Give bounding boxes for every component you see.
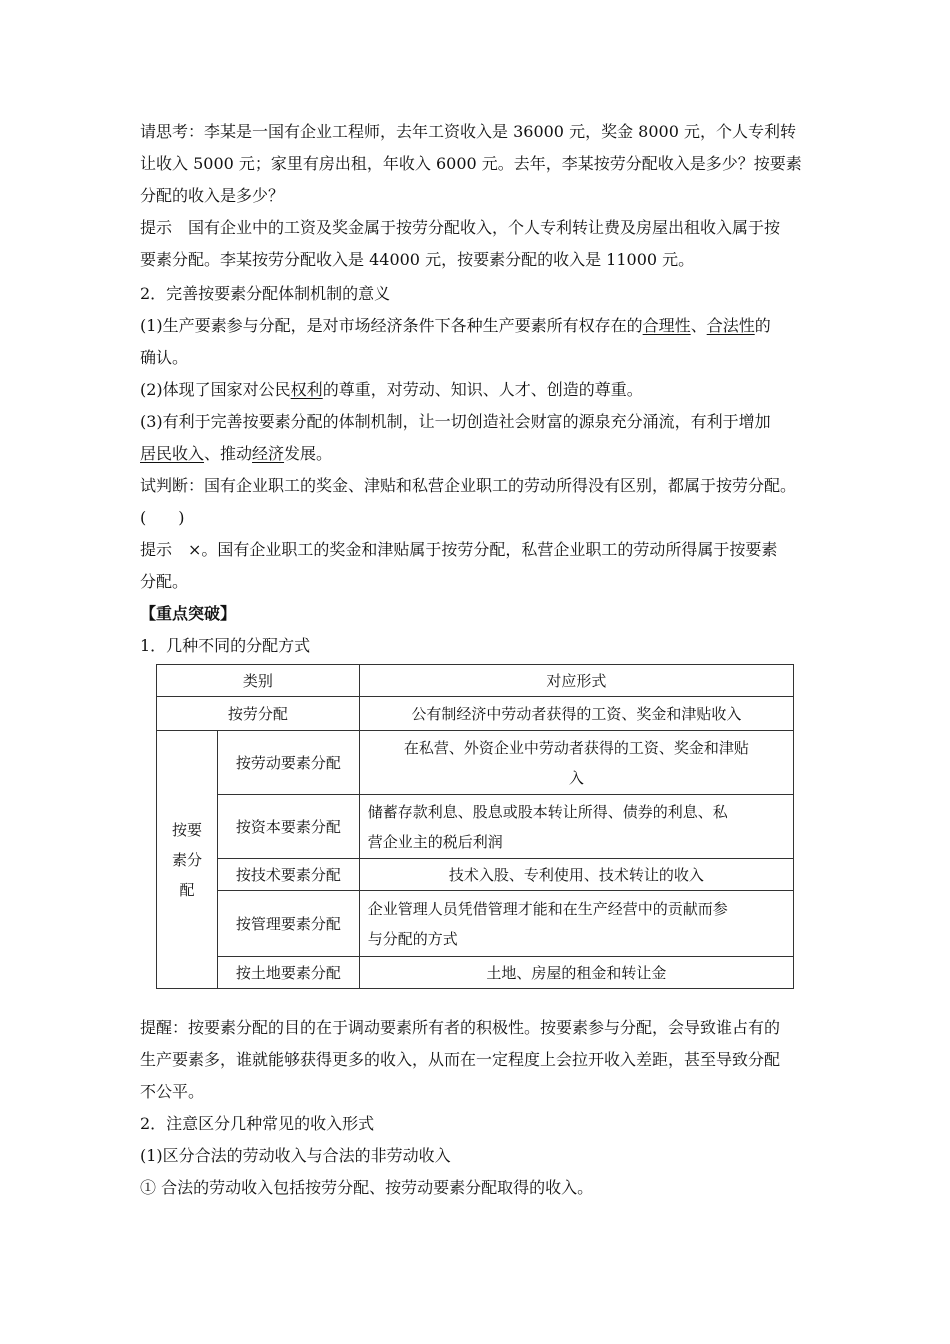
form-line: 储蓄存款利息、股息或股本转让所得、债券的利息、私 (367, 802, 728, 821)
hint-line-1: 提示 国有企业中的工资及奖金属于按劳分配收入，个人专利转让费及房屋出租收入属于按 (140, 218, 781, 237)
point-1-text: (1)生产要素参与分配，是对市场经济条件下各种生产要素所有权存在的 (140, 316, 643, 335)
subsection-2-title: 2．注意区分几种常见的收入形式 (140, 1114, 375, 1133)
header-type: 类别 (157, 665, 360, 697)
table-row (157, 859, 794, 891)
judge-hint-line-1: 提示 ×。国有企业职工的奖金和津贴属于按劳分配，私营企业职工的劳动所得属于按要素 (140, 540, 778, 559)
form-line: 营企业主的税后利润 (367, 832, 503, 851)
point-3-line-1: (3)有利于完善按要素分配的体制机制，让一切创造社会财富的源泉充分涌流，有利于增加 (140, 412, 771, 431)
factor-label-part: 配 (179, 880, 195, 899)
judge-blank: ( ) (140, 508, 185, 527)
table-header-row (157, 665, 794, 697)
factor-label-part: 素分 (171, 850, 202, 869)
underlined-term: 权利 (290, 380, 323, 399)
row-form: 技术入股、专利使用、技术转让的收入 (359, 859, 793, 891)
row-type: 按管理要素分配 (217, 891, 359, 957)
point-2-text: (2)体现了国家对公民 (140, 380, 291, 399)
row-form: 土地、房屋的租金和转让金 (359, 957, 793, 989)
underlined-term: 合法性 (706, 316, 755, 335)
row-type: 按资本要素分配 (217, 795, 359, 859)
row-form (359, 891, 793, 957)
factor-distribution-label (157, 731, 218, 989)
reminder-line-1: 提醒：按要素分配的目的在于调动要素所有者的积极性。按要素参与分配，会导致谁占有的 (140, 1018, 781, 1037)
header-form: 对应形式 (359, 665, 793, 697)
point-1-line-1 (140, 310, 820, 342)
row-type: 按技术要素分配 (217, 859, 359, 891)
row-form (359, 795, 793, 859)
table-row (157, 891, 794, 957)
subsection-2-item-1: (1)区分合法的劳动收入与合法的非劳动收入 (140, 1146, 451, 1165)
point-2-line (140, 374, 820, 406)
form-line: 与分配的方式 (367, 929, 458, 948)
point-3-tail: 发展。 (284, 444, 333, 463)
row-type: 按土地要素分配 (217, 957, 359, 989)
point-2-tail: 的尊重，对劳动、知识、人才、创造的尊重。 (322, 380, 643, 399)
question-line-3: 分配的收入是多少？ (140, 186, 285, 205)
point-1-tail: 的 (754, 316, 771, 335)
reminder-line-3: 不公平。 (140, 1082, 205, 1101)
table-row (157, 795, 794, 859)
labor-distribution-label: 按劳分配 (157, 697, 360, 731)
point-3-line-2 (140, 438, 820, 470)
row-type: 按劳动要素分配 (217, 731, 359, 795)
row-form (359, 731, 793, 795)
hint-line-2: 要素分配。李某按劳分配收入是 44000 元，按要素分配的收入是 11000 元。 (140, 250, 695, 269)
subsection-1-title: 1．几种不同的分配方式 (140, 636, 311, 655)
key-breakthrough-heading: 【重点突破】 (140, 604, 237, 623)
underlined-term: 居民收入 (140, 444, 205, 463)
labor-distribution-form: 公有制经济中劳动者获得的工资、奖金和津贴收入 (359, 697, 793, 731)
point-1-line-2: 确认。 (140, 348, 189, 367)
subsection-2-item-1-detail: ① 合法的劳动收入包括按劳分配、按劳动要素分配取得的收入。 (140, 1178, 594, 1197)
table-row (157, 697, 794, 731)
table-row (157, 731, 794, 795)
judge-line-1: 试判断：国有企业职工的奖金、津贴和私营企业职工的劳动所得没有区别，都属于按劳分配。 (140, 476, 797, 495)
form-line: 入 (568, 768, 584, 787)
section-heading-2: 2．完善按要素分配体制机制的意义 (140, 284, 391, 303)
underlined-term: 合理性 (642, 316, 691, 335)
question-line-2: 让收入 5000 元；家里有房出租，年收入 6000 元。去年，李某按劳分配收入是多少？按要素 (140, 154, 802, 173)
distribution-table (156, 664, 794, 989)
point-3-mid: 、推动 (204, 444, 253, 463)
separator: 、 (690, 316, 707, 335)
question-line-1: 请思考：李某是一国有企业工程师，去年工资收入是 36000 元，奖金 8000 元，个人专利转 (140, 122, 796, 141)
underlined-term: 经济 (252, 444, 285, 463)
factor-label-part: 按要 (171, 820, 202, 839)
table-row (157, 957, 794, 989)
form-line: 在私营、外资企业中劳动者获得的工资、奖金和津贴 (403, 738, 749, 757)
reminder-line-2: 生产要素多，谁就能够获得更多的收入，从而在一定程度上会拉开收入差距，甚至导致分配 (140, 1050, 781, 1069)
judge-hint-line-2: 分配。 (140, 572, 189, 591)
form-line: 企业管理人员凭借管理才能和在生产经营中的贡献而参 (367, 899, 728, 918)
